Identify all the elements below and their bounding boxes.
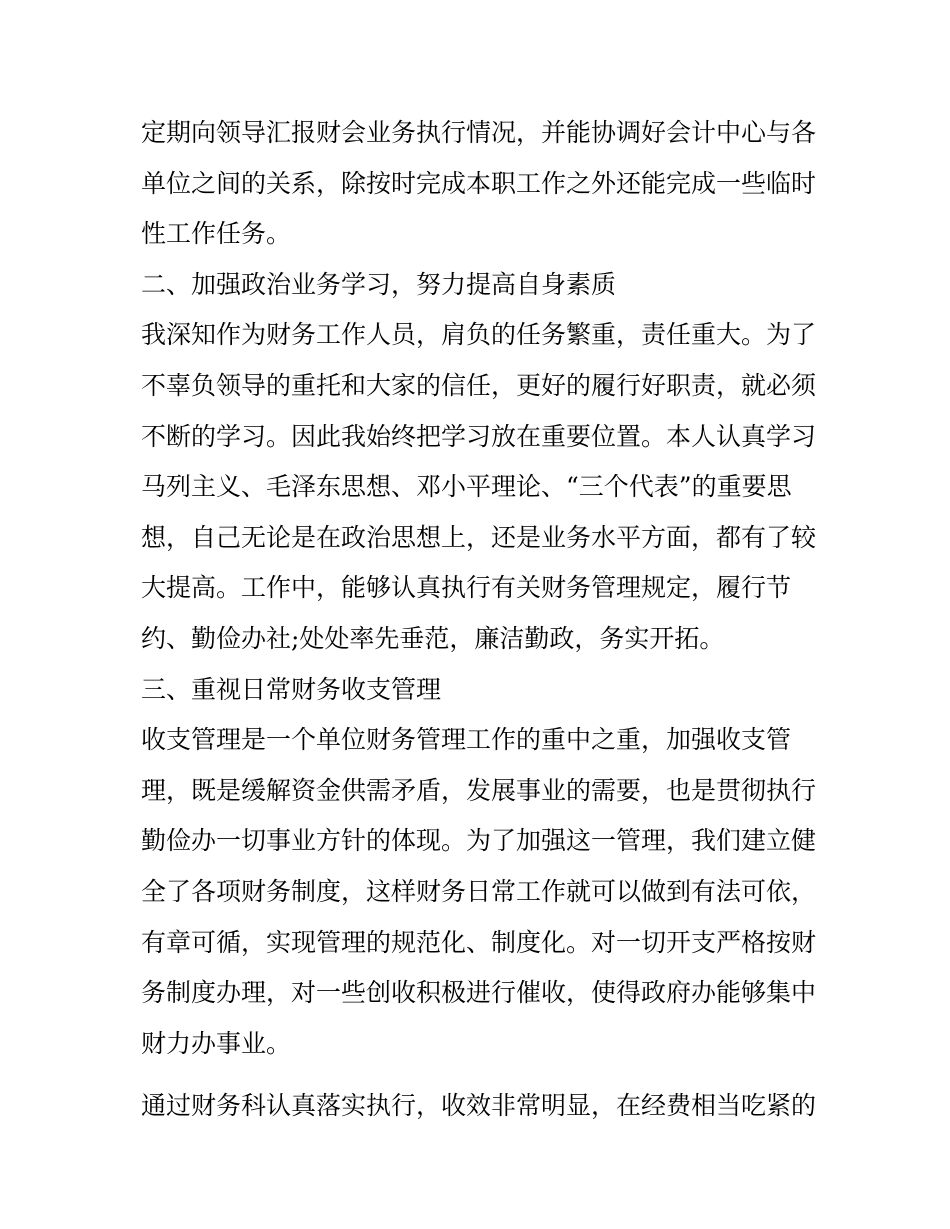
text-line: 约、勤俭办社;处处率先垂范，廉洁勤政，务实开拓。 xyxy=(141,623,725,653)
text-line: 想，自己无论是在政治思想上，还是业务水平方面，都有了较 xyxy=(141,522,817,552)
paragraph-gap xyxy=(141,1069,816,1081)
text-line: 我深知作为财务工作人员，肩负的任务繁重，责任重大。为了 xyxy=(141,320,817,350)
text-line: 财力办事业。 xyxy=(141,1028,292,1058)
section-heading: 二、加强政治业务学习，努力提高自身素质 xyxy=(141,269,617,299)
text-line: 不断的学习。因此我始终把学习放在重要位置。本人认真学习 xyxy=(141,421,817,451)
text-line: 理，既是缓解资金供需矛盾，发展事业的需要，也是贯彻执行 xyxy=(141,775,817,805)
text-line: 通过财务科认真落实执行，收效非常明显，在经费相当吃紧的 xyxy=(141,1091,817,1121)
text-line: 收支管理是一个单位财务管理工作的重中之重，加强收支管 xyxy=(141,725,792,755)
text-line: 性工作任务。 xyxy=(141,219,292,249)
text-line: 单位之间的关系，除按时完成本职工作之外还能完成一些临时 xyxy=(141,168,817,198)
text-line: 不辜负领导的重托和大家的信任，更好的履行好职责，就必须 xyxy=(141,370,817,400)
text-line: 大提高。工作中，能够认真执行有关财务管理规定，履行节 xyxy=(141,573,792,603)
text-line: 务制度办理，对一些创收积极进行催收，使得政府办能够集中 xyxy=(141,978,817,1008)
document-body xyxy=(141,108,816,1132)
text-line: 马列主义、毛泽东思想、邓小平理论、“三个代表”的重要思 xyxy=(141,472,792,502)
text-line: 全了各项财务制度，这样财务日常工作就可以做到有法可依， xyxy=(141,876,817,906)
text-line: 定期向领导汇报财会业务执行情况，并能协调好会计中心与各 xyxy=(141,118,817,147)
text-line: 有章可循，实现管理的规范化、制度化。对一切开支严格按财 xyxy=(141,927,817,957)
text-line: 勤俭办一切事业方针的体现。为了加强这一管理，我们建立健 xyxy=(141,826,817,856)
section-heading: 三、重视日常财务收支管理 xyxy=(141,674,442,704)
